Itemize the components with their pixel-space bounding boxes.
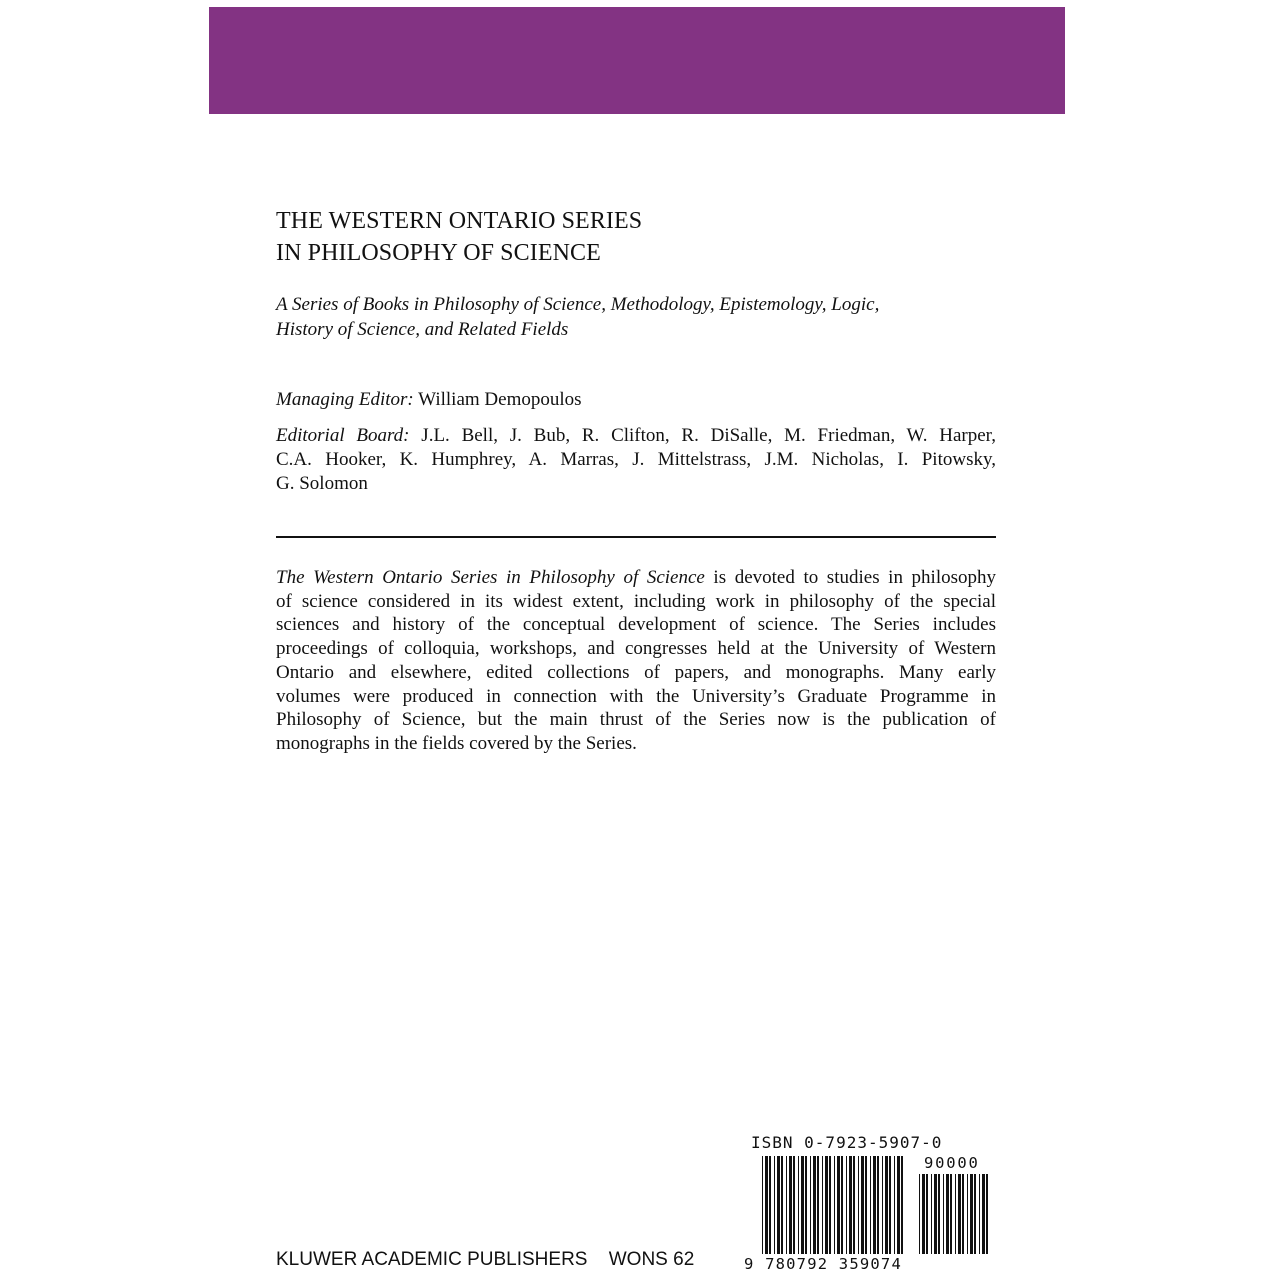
barcode-bar <box>931 1174 932 1254</box>
barcode-bar <box>934 1174 937 1254</box>
barcode-bar <box>853 1156 855 1254</box>
barcode-bar <box>841 1156 843 1254</box>
barcode-bar <box>962 1174 964 1254</box>
series-title-line: IN PHILOSOPHY OF SCIENCE <box>276 240 601 266</box>
barcode-bar <box>894 1156 895 1254</box>
barcode-bar <box>865 1156 867 1254</box>
barcode-bar <box>970 1174 973 1254</box>
barcode-bar <box>950 1174 952 1254</box>
barcode-bar <box>870 1156 871 1254</box>
editorial-board-line <box>276 424 996 448</box>
series-title-line: THE WESTERN ONTARIO SERIES <box>276 208 643 234</box>
description-line: Ontario and elsewhere, edited collections of papers, and monographs. Many early <box>276 661 996 683</box>
barcode-bar <box>974 1174 976 1254</box>
section-divider <box>276 536 996 538</box>
description-line: monographs in the fields covered by the Series. <box>276 732 637 754</box>
barcode-main-bars <box>762 1156 903 1254</box>
barcode-bar <box>798 1156 799 1254</box>
barcode-bar <box>967 1174 968 1254</box>
series-subtitle-line: History of Science, and Related Fields <box>276 319 569 340</box>
barcode-bar <box>885 1156 888 1254</box>
barcode-bar <box>938 1174 940 1254</box>
barcode-main-digits: 9 780792 359074 <box>744 1255 902 1273</box>
barcode-bar <box>873 1156 876 1254</box>
publisher-footer <box>276 1248 694 1272</box>
description-line: volumes were produced in connection with the University’s Graduate Programme in <box>276 685 996 707</box>
series-subtitle <box>276 292 996 342</box>
editorial-board <box>276 424 996 496</box>
barcode-bar <box>762 1156 763 1254</box>
barcode-bar <box>837 1156 840 1254</box>
barcode-bar <box>777 1156 780 1254</box>
series-subtitle-line: A Series of Books in Philosophy of Science, Methodology, Epistemology, Logic, <box>276 294 880 315</box>
barcode-bar <box>834 1156 835 1254</box>
cover-color-band <box>209 7 1065 114</box>
barcode-bar <box>810 1156 811 1254</box>
editorial-board-line: C.A. Hooker, K. Humphrey, A. Marras, J. Mittelstrass, J.M. Nicholas, I. Pitowsky, <box>276 449 996 470</box>
editorial-board-members: J.L. Bell, J. Bub, R. Clifton, R. DiSalle, M. Friedman, W. Harper, <box>421 425 996 446</box>
barcode-bar <box>958 1174 961 1254</box>
barcode-bar <box>849 1156 852 1254</box>
series-code: WONS 62 <box>608 1249 695 1270</box>
barcode-bar <box>813 1156 816 1254</box>
barcode-bar <box>786 1156 787 1254</box>
barcode-bar <box>986 1174 988 1254</box>
description-line: proceedings of colloquia, workshops, and congresses held at the University of Western <box>276 638 996 660</box>
barcode-bar <box>919 1174 920 1254</box>
barcode-bar <box>982 1174 985 1254</box>
barcode-bar <box>979 1174 980 1254</box>
barcode-bar <box>822 1156 823 1254</box>
series-name: The Western Ontario Series in Philosophy of Science <box>276 567 705 588</box>
barcode-bar <box>846 1156 847 1254</box>
managing-editor-name: William Demopoulos <box>418 389 582 410</box>
barcode-bar <box>882 1156 883 1254</box>
barcode-addon-bars <box>919 1174 988 1254</box>
series-description <box>276 566 996 756</box>
barcode-bar <box>955 1174 956 1254</box>
isbn-label: ISBN 0-7923-5907-0 <box>751 1133 943 1152</box>
barcode-bar <box>946 1174 949 1254</box>
barcode-addon-digits: 90000 <box>924 1154 980 1172</box>
barcode-bar <box>793 1156 795 1254</box>
editorial-board-line: G. Solomon <box>276 473 368 494</box>
description-line: of science considered in its widest extent, including work in philosophy of the special <box>276 590 996 612</box>
barcode-bar <box>765 1156 768 1254</box>
barcode-bar <box>858 1156 859 1254</box>
publisher-name: KLUWER ACADEMIC PUBLISHERS <box>276 1249 588 1270</box>
barcode-bar <box>789 1156 792 1254</box>
barcode-bar <box>825 1156 828 1254</box>
barcode-bar <box>769 1156 771 1254</box>
barcode-bar <box>861 1156 864 1254</box>
barcode-bar <box>889 1156 891 1254</box>
barcode-bar <box>901 1156 903 1254</box>
barcode-bar <box>829 1156 831 1254</box>
editorial-board-label: Editorial Board: <box>276 425 410 446</box>
managing-editor <box>276 388 996 412</box>
barcode-bar <box>817 1156 819 1254</box>
description-line: sciences and history of the conceptual development of science. The Series includes <box>276 614 996 636</box>
description-line <box>276 566 996 590</box>
barcode-bar <box>805 1156 807 1254</box>
barcode <box>744 1152 994 1274</box>
barcode-bar <box>922 1174 925 1254</box>
barcode-bar <box>926 1174 928 1254</box>
barcode-bar <box>774 1156 775 1254</box>
barcode-bar <box>897 1156 900 1254</box>
managing-editor-label: Managing Editor: <box>276 389 414 410</box>
barcode-bar <box>877 1156 879 1254</box>
description-text: is devoted to studies in philosophy <box>704 567 997 588</box>
series-title <box>276 205 642 269</box>
barcode-bar <box>781 1156 783 1254</box>
description-line: Philosophy of Science, but the main thrust of the Series now is the publication of <box>276 709 996 731</box>
barcode-bar <box>801 1156 804 1254</box>
barcode-bar <box>943 1174 944 1254</box>
